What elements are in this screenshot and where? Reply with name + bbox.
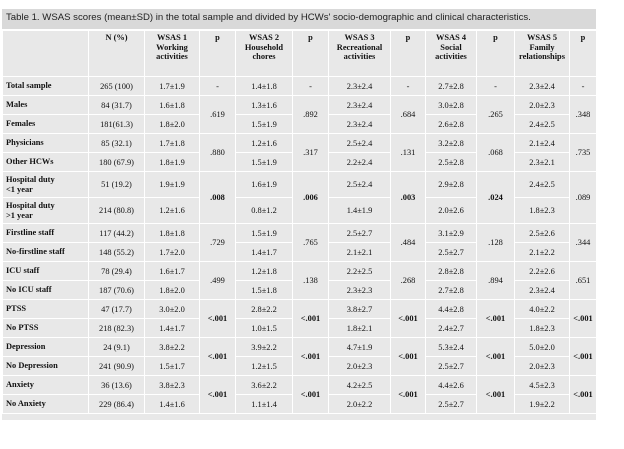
column-header-1: [89, 31, 145, 77]
table-row: [3, 134, 597, 153]
cell-wsas4: 2.5±2.8: [426, 153, 477, 172]
cell-p1: .880: [200, 134, 236, 172]
cell-wsas5: 2.1±2.2: [515, 243, 570, 262]
column-header-4: [236, 31, 293, 77]
cell-p2: .006: [293, 172, 329, 224]
cell-wsas4: 2.4±2.7: [426, 319, 477, 338]
cell-wsas2: 1.4±1.7: [236, 243, 293, 262]
row-label-line1: No Anxiety: [6, 399, 46, 409]
cell-wsas4: 2.8±2.8: [426, 262, 477, 281]
header-line: N (%): [105, 33, 128, 42]
cell-wsas4: 2.7±2.8: [426, 77, 477, 96]
row-label-line1: Firstline staff: [6, 228, 55, 238]
cell-n: 85 (32.1): [89, 134, 145, 153]
cell-wsas4: 5.3±2.4: [426, 338, 477, 357]
column-header-6: [329, 31, 391, 77]
row-label-line1: Other HCWs: [6, 157, 54, 167]
cell-n: 214 (80.8): [89, 198, 145, 224]
header-line: p: [405, 33, 411, 42]
header-line: WSAS 3: [344, 33, 375, 42]
header-line: WSAS 5: [526, 33, 558, 42]
cell-n: 241 (90.9): [89, 357, 145, 376]
column-header-3: [200, 31, 236, 77]
cell-p3: .131: [391, 134, 426, 172]
cell-p2: .765: [293, 224, 329, 262]
cell-wsas3: 2.5±2.7: [329, 224, 391, 243]
cell-p1: <.001: [200, 300, 236, 338]
cell-n: 265 (100): [89, 77, 145, 96]
cell-wsas5: 2.0±2.3: [515, 96, 570, 115]
row-label: [3, 376, 89, 395]
cell-wsas4: 3.1±2.9: [426, 224, 477, 243]
table-row: [3, 262, 597, 281]
cell-n: 84 (31.7): [89, 96, 145, 115]
row-label: [3, 172, 89, 198]
header-line: p: [580, 33, 586, 42]
cell-n: 180 (67.9): [89, 153, 145, 172]
cell-wsas5: 4.5±2.3: [515, 376, 570, 395]
cell-p2: -: [293, 77, 329, 96]
cell-wsas2: 1.2±1.5: [236, 357, 293, 376]
cell-wsas5: 2.3±2.4: [515, 77, 570, 96]
cell-wsas1: 1.8±1.8: [145, 224, 200, 243]
table-body: [3, 77, 597, 414]
header-line: WSAS 1: [156, 33, 188, 42]
cell-wsas4: 2.5±2.7: [426, 357, 477, 376]
cell-wsas4: 3.0±2.8: [426, 96, 477, 115]
cell-wsas1: 1.4±1.6: [145, 395, 200, 414]
cell-wsas1: 3.0±2.0: [145, 300, 200, 319]
column-header-0: [3, 31, 89, 77]
cell-n: 117 (44.2): [89, 224, 145, 243]
cell-n: 36 (13.6): [89, 376, 145, 395]
row-label: [3, 243, 89, 262]
table-row-total: [3, 77, 597, 96]
cell-wsas2: 2.8±2.2: [236, 300, 293, 319]
cell-wsas1: 3.8±2.2: [145, 338, 200, 357]
cell-p4: <.001: [477, 376, 515, 414]
cell-p4: <.001: [477, 300, 515, 338]
cell-p5: -: [570, 77, 597, 96]
cell-wsas5: 4.0±2.2: [515, 300, 570, 319]
row-label-line2: <1 year: [6, 184, 33, 194]
cell-p1: <.001: [200, 338, 236, 376]
column-header-9: [477, 31, 515, 77]
cell-n: 24 (9.1): [89, 338, 145, 357]
cell-p2: .138: [293, 262, 329, 300]
cell-wsas1: 1.6±1.7: [145, 262, 200, 281]
row-label: [3, 153, 89, 172]
row-label: [3, 224, 89, 243]
cell-p4: .024: [477, 172, 515, 224]
row-label-line1: Depression: [6, 342, 46, 352]
cell-p5: .348: [570, 96, 597, 134]
cell-p2: <.001: [293, 338, 329, 376]
cell-p1: .008: [200, 172, 236, 224]
cell-wsas3: 2.3±2.4: [329, 96, 391, 115]
row-label: [3, 395, 89, 414]
wsas-table: [2, 30, 597, 414]
row-label-line1: Females: [6, 119, 36, 129]
row-label: [3, 134, 89, 153]
cell-p3: .484: [391, 224, 426, 262]
cell-wsas2: 1.0±1.5: [236, 319, 293, 338]
cell-wsas2: 0.8±1.2: [236, 198, 293, 224]
cell-wsas3: 3.8±2.7: [329, 300, 391, 319]
cell-wsas5: 5.0±2.0: [515, 338, 570, 357]
cell-wsas4: 2.7±2.8: [426, 281, 477, 300]
row-label-line1: Physicians: [6, 138, 44, 148]
cell-wsas4: 4.4±2.6: [426, 376, 477, 395]
cell-wsas4: 2.9±2.8: [426, 172, 477, 198]
cell-wsas4: 2.5±2.7: [426, 395, 477, 414]
cell-p4: .068: [477, 134, 515, 172]
cell-p5: .344: [570, 224, 597, 262]
header-line: p: [308, 33, 313, 42]
cell-p3: .003: [391, 172, 426, 224]
cell-wsas1: 1.4±1.7: [145, 319, 200, 338]
row-label-line1: No PTSS: [6, 323, 39, 333]
header-line: Household: [244, 42, 284, 52]
cell-p4: .265: [477, 96, 515, 134]
cell-wsas1: 1.7±1.9: [145, 77, 200, 96]
cell-p4: -: [477, 77, 515, 96]
cell-p2: <.001: [293, 376, 329, 414]
cell-n: 187 (70.6): [89, 281, 145, 300]
header-row: [3, 31, 597, 77]
row-label: [3, 115, 89, 134]
row-label: [3, 198, 89, 224]
cell-p3: <.001: [391, 300, 426, 338]
cell-wsas1: 1.8±2.0: [145, 281, 200, 300]
cell-p4: <.001: [477, 338, 515, 376]
cell-wsas3: 1.8±2.1: [329, 319, 391, 338]
row-label-line1: ICU staff: [6, 266, 40, 276]
table-bottom-band: [2, 414, 596, 420]
table-row: [3, 300, 597, 319]
row-label: [3, 262, 89, 281]
cell-n: 47 (17.7): [89, 300, 145, 319]
cell-wsas2: 3.9±2.2: [236, 338, 293, 357]
cell-p5: .089: [570, 172, 597, 224]
table-row: [3, 376, 597, 395]
cell-p1: <.001: [200, 376, 236, 414]
cell-wsas3: 2.3±2.4: [329, 115, 391, 134]
header-line: activities: [156, 52, 188, 62]
cell-n: 218 (82.3): [89, 319, 145, 338]
header-line: relationships: [519, 52, 565, 62]
cell-wsas1: 1.2±1.6: [145, 198, 200, 224]
cell-wsas3: 2.1±2.1: [329, 243, 391, 262]
row-label-line1: No Depression: [6, 361, 58, 371]
cell-wsas5: 2.5±2.6: [515, 224, 570, 243]
row-label-line1: Anxiety: [6, 380, 34, 390]
cell-p4: .894: [477, 262, 515, 300]
table-caption: Table 1. WSAS scores (mean±SD) in the total sample and divided by HCWs' socio-demographic and clinical characteristics.: [2, 9, 596, 30]
row-label-line1: No ICU staff: [6, 285, 52, 295]
table-row: [3, 96, 597, 115]
header-line: Social: [440, 42, 462, 52]
cell-n: 148 (55.2): [89, 243, 145, 262]
cell-wsas4: 4.4±2.8: [426, 300, 477, 319]
cell-p2: .317: [293, 134, 329, 172]
row-label: [3, 319, 89, 338]
column-header-8: [426, 31, 477, 77]
header-line: p: [215, 33, 220, 42]
column-header-10: [515, 31, 570, 77]
cell-p3: <.001: [391, 338, 426, 376]
cell-wsas3: 1.4±1.9: [329, 198, 391, 224]
cell-p1: .619: [200, 96, 236, 134]
column-header-7: [391, 31, 426, 77]
cell-wsas5: 2.1±2.4: [515, 134, 570, 153]
cell-wsas3: 2.2±2.4: [329, 153, 391, 172]
cell-wsas4: 3.2±2.8: [426, 134, 477, 153]
cell-n: 181(61.3): [89, 115, 145, 134]
cell-wsas1: 1.8±1.9: [145, 153, 200, 172]
header-line: WSAS 2: [248, 33, 280, 42]
column-header-5: [293, 31, 329, 77]
cell-wsas5: 2.4±2.5: [515, 172, 570, 198]
cell-wsas5: 1.8±2.3: [515, 198, 570, 224]
row-label: [3, 300, 89, 319]
cell-p1: -: [200, 77, 236, 96]
row-label: Total sample: [3, 77, 89, 96]
cell-wsas3: 2.2±2.5: [329, 262, 391, 281]
row-label-line1: PTSS: [6, 304, 27, 314]
cell-wsas2: 1.5±1.8: [236, 281, 293, 300]
cell-wsas5: 2.4±2.5: [515, 115, 570, 134]
row-label-line2: >1 year: [6, 210, 33, 220]
cell-wsas3: 2.3±2.3: [329, 281, 391, 300]
cell-wsas3: 2.5±2.4: [329, 134, 391, 153]
cell-wsas2: 1.3±1.6: [236, 96, 293, 115]
cell-wsas2: 1.5±1.9: [236, 224, 293, 243]
cell-wsas1: 1.7±2.0: [145, 243, 200, 262]
row-label-line1: Hospital duty: [6, 201, 55, 210]
cell-p3: .684: [391, 96, 426, 134]
cell-p5: .651: [570, 262, 597, 300]
cell-wsas1: 1.8±2.0: [145, 115, 200, 134]
row-label-line1: Males: [6, 100, 28, 110]
header-line: Recreational: [336, 42, 383, 52]
row-label: [3, 357, 89, 376]
cell-wsas3: 4.2±2.5: [329, 376, 391, 395]
table-row: [3, 224, 597, 243]
header-line: activities: [343, 52, 376, 62]
cell-wsas2: 1.5±1.9: [236, 115, 293, 134]
cell-wsas5: 1.9±2.2: [515, 395, 570, 414]
header-line: WSAS 4: [435, 33, 467, 42]
cell-p2: <.001: [293, 300, 329, 338]
row-label-line1: No-firstline staff: [6, 247, 65, 257]
cell-wsas4: 2.0±2.6: [426, 198, 477, 224]
cell-wsas4: 2.5±2.7: [426, 243, 477, 262]
row-label: [3, 96, 89, 115]
cell-p5: <.001: [570, 376, 597, 414]
cell-wsas5: 1.8±2.3: [515, 319, 570, 338]
row-label-line1: Hospital duty: [6, 175, 55, 184]
table-row: [3, 172, 597, 198]
cell-wsas2: 3.6±2.2: [236, 376, 293, 395]
row-label: [3, 338, 89, 357]
cell-wsas3: 2.5±2.4: [329, 172, 391, 198]
cell-p5: <.001: [570, 338, 597, 376]
column-header-11: [570, 31, 597, 77]
cell-wsas2: 1.2±1.8: [236, 262, 293, 281]
cell-wsas1: 1.5±1.7: [145, 357, 200, 376]
cell-wsas5: 2.3±2.4: [515, 281, 570, 300]
row-label: [3, 281, 89, 300]
header-line: Working: [156, 42, 188, 52]
cell-wsas1: 3.8±2.3: [145, 376, 200, 395]
cell-wsas2: 1.6±1.9: [236, 172, 293, 198]
cell-wsas4: 2.6±2.8: [426, 115, 477, 134]
cell-p1: .499: [200, 262, 236, 300]
cell-n: 229 (86.4): [89, 395, 145, 414]
header-line: Family: [529, 42, 555, 52]
cell-wsas5: 2.0±2.3: [515, 357, 570, 376]
cell-p1: .729: [200, 224, 236, 262]
cell-wsas2: 1.1±1.4: [236, 395, 293, 414]
header-line: activities: [435, 52, 467, 62]
table-row: [3, 338, 597, 357]
cell-p3: .268: [391, 262, 426, 300]
cell-p5: .735: [570, 134, 597, 172]
cell-wsas3: 2.0±2.2: [329, 395, 391, 414]
cell-wsas1: 1.7±1.8: [145, 134, 200, 153]
cell-wsas3: 2.0±2.3: [329, 357, 391, 376]
cell-wsas5: 2.2±2.6: [515, 262, 570, 281]
header-line: chores: [252, 52, 276, 62]
cell-p4: .128: [477, 224, 515, 262]
cell-wsas1: 1.9±1.9: [145, 172, 200, 198]
cell-p3: <.001: [391, 376, 426, 414]
cell-wsas5: 2.3±2.1: [515, 153, 570, 172]
cell-n: 51 (19.2): [89, 172, 145, 198]
cell-wsas3: 2.3±2.4: [329, 77, 391, 96]
header-line: p: [493, 33, 498, 42]
cell-wsas3: 4.7±1.9: [329, 338, 391, 357]
cell-n: 78 (29.4): [89, 262, 145, 281]
table-figure: [2, 9, 596, 420]
cell-wsas1: 1.6±1.8: [145, 96, 200, 115]
cell-p3: -: [391, 77, 426, 96]
cell-wsas2: 1.5±1.9: [236, 153, 293, 172]
cell-p5: <.001: [570, 300, 597, 338]
cell-wsas2: 1.2±1.6: [236, 134, 293, 153]
cell-p2: .892: [293, 96, 329, 134]
column-header-2: [145, 31, 200, 77]
cell-wsas2: 1.4±1.8: [236, 77, 293, 96]
